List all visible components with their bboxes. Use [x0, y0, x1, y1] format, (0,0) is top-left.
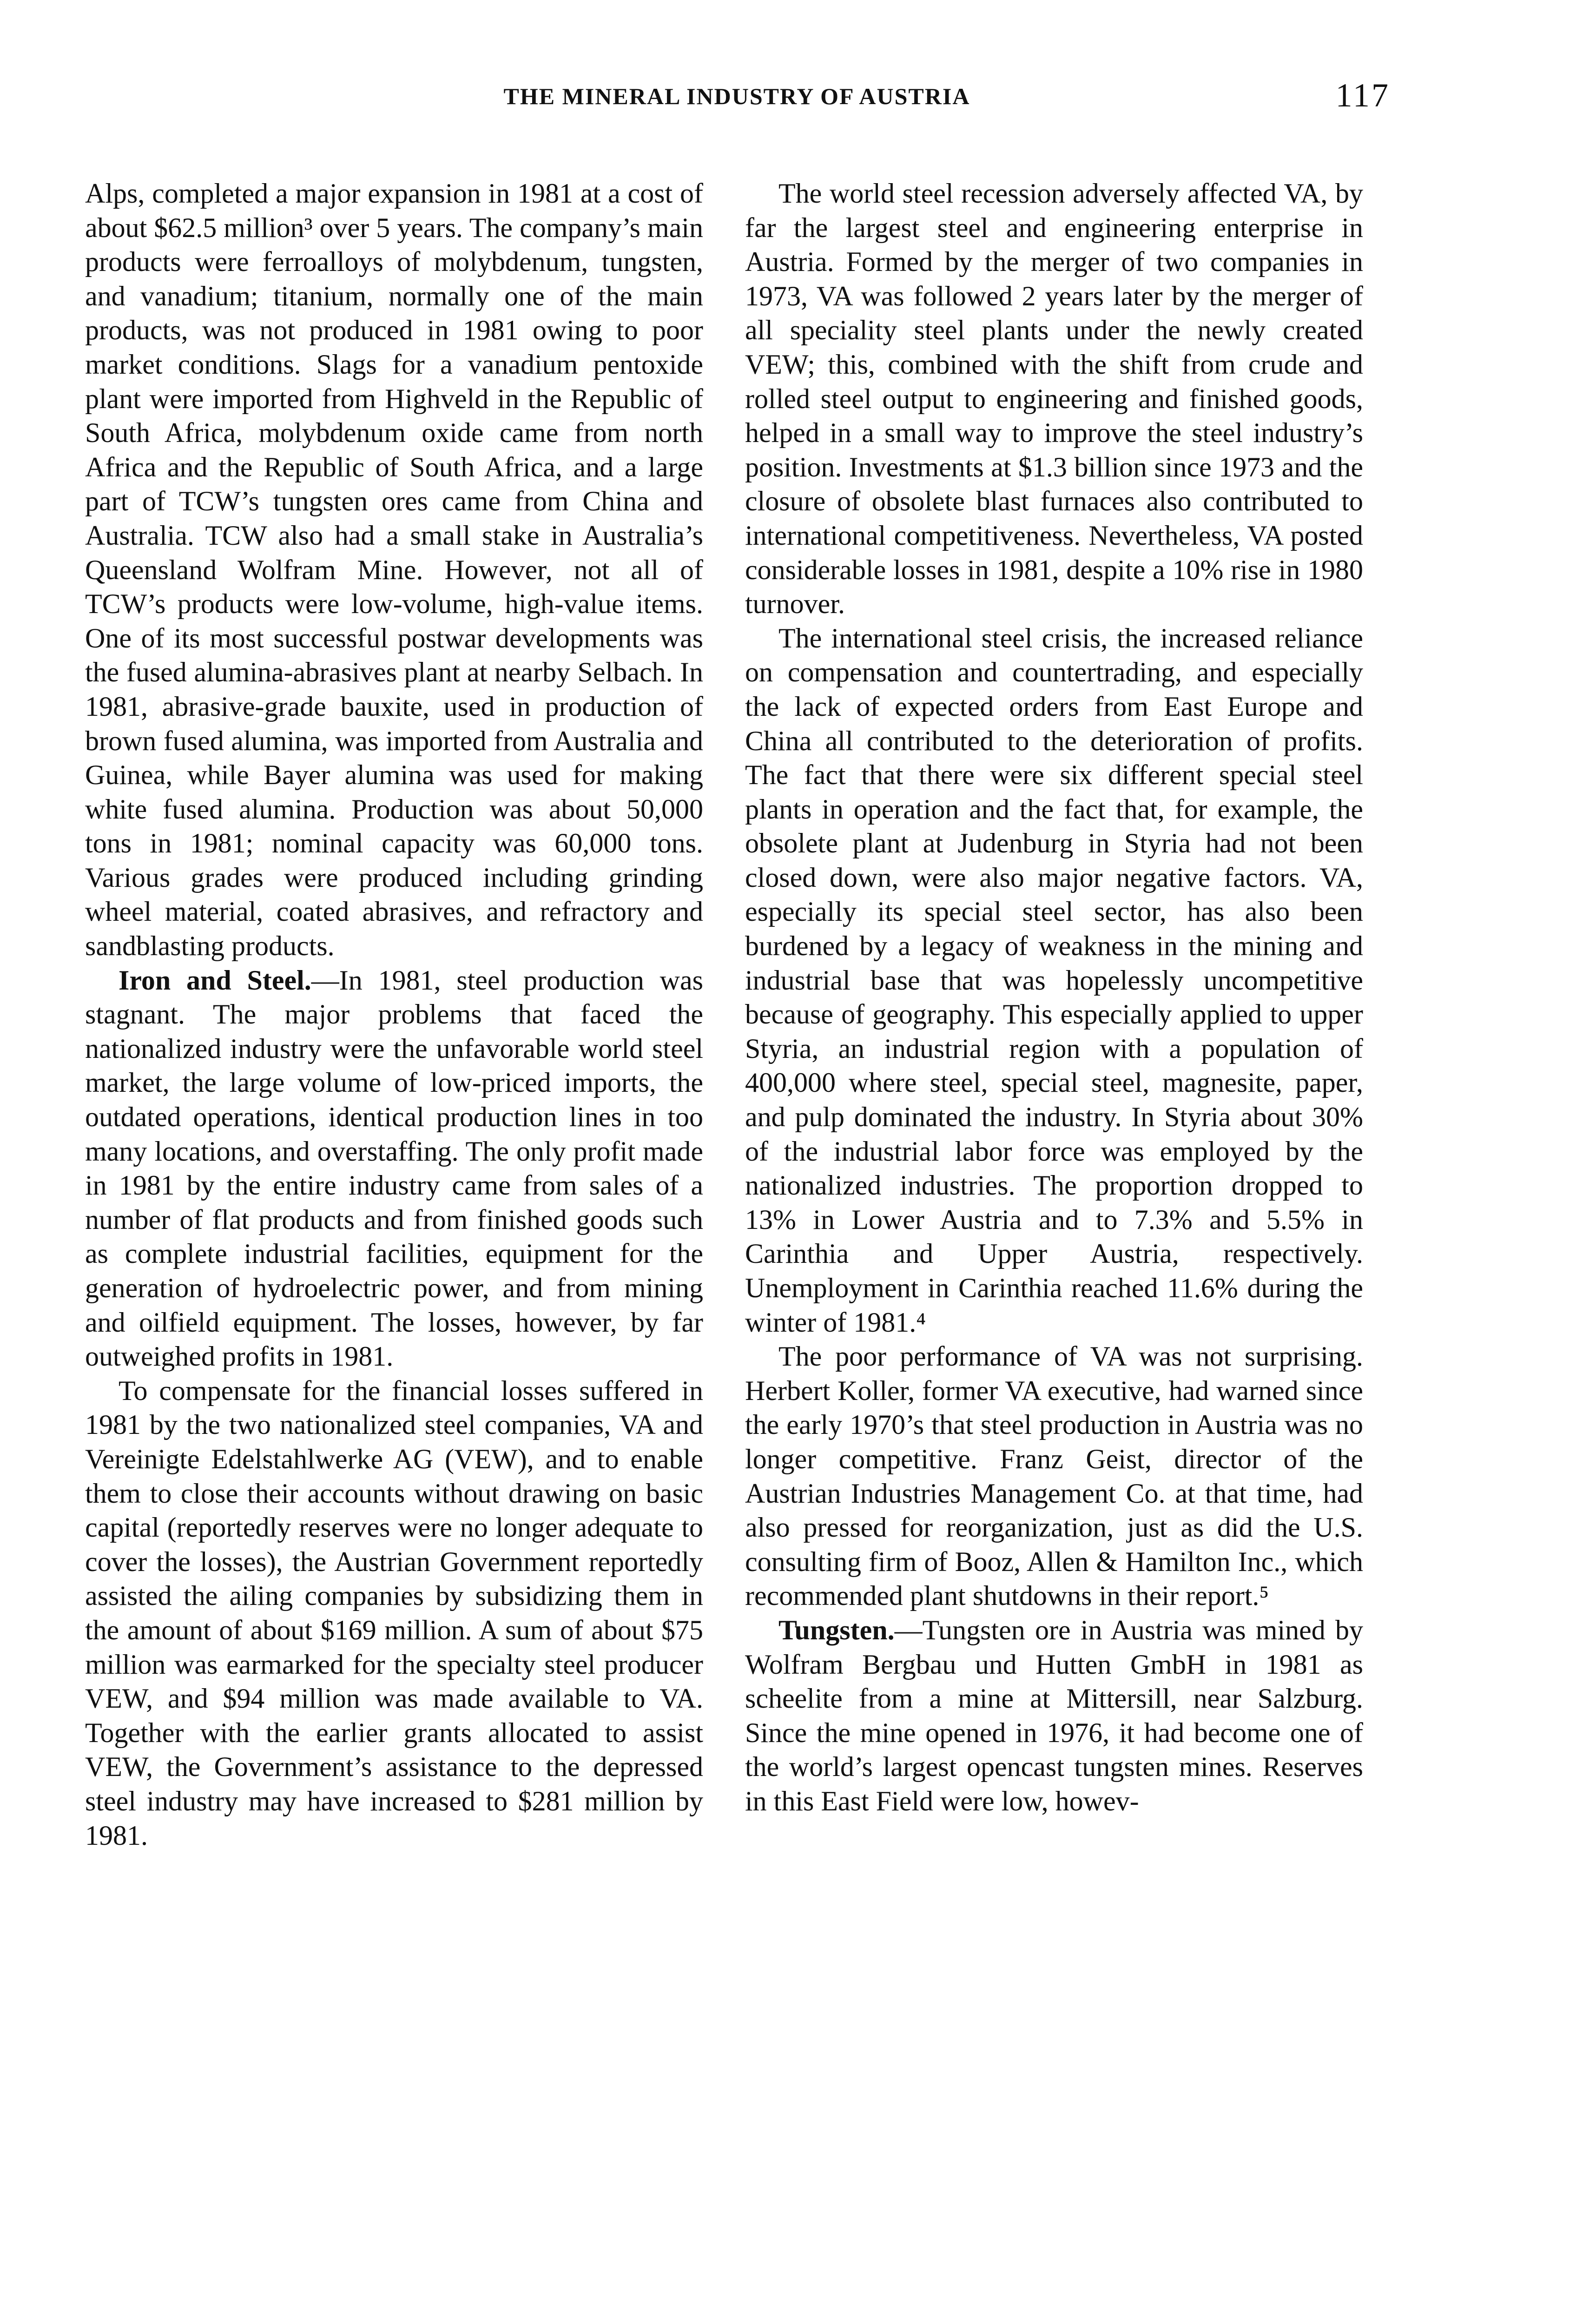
section-heading-iron-and-steel: Iron and Steel. [119, 964, 311, 996]
paragraph-financial-losses: To compensate for the financial losses suffered in 1981 by the two nationalized steel companies, VA and Vereinigte Edelstahlwerke AG (VEW), and to enable them to close their accounts without drawing on basic capital (reportedly reserves were no longer adequate to cover the losses), the Austrian Government reportedly assisted the ailing companies by subsidizing them in the amount of about $169 million. A sum of about $75 million was earmarked for the specialty steel producer VEW, and $94 million was made available to VA. Together with the earlier grants allocated to assist VEW, the Government’s assistance to the depressed steel industry may have increased to $281 million by 1981. [85, 1375, 703, 1851]
paragraph-tungsten-body: —Tungsten ore in Austria was mined by Wolfram Bergbau und Hutten GmbH in 1981 as scheelite from a mine at Mittersill, near Salzburg. Since the mine opened in 1976, it had become one of the world’s largest opencast tungsten mines. Reserves in this East Field were low, howev- [745, 1614, 1363, 1816]
paragraph-ferroalloys: Alps, completed a major expansion in 1981 at a cost of about $62.5 million³ over 5 years. The company’s main products were ferroalloys of molybdenum, tungsten, and vanadium; titanium, normally one of the main products, was not produced in 1981 owing to poor market conditions. Slags for a vanadium pentoxide plant were imported from Highveld in the Republic of South Africa, molybdenum oxide came from north Africa and the Republic of South Africa, and a large part of TCW’s tungsten ores came from China and Australia. TCW also had a small stake in Australia’s Queensland Wolfram Mine. However, not all of TCW’s products were low-volume, high-value items. One of its most successful postwar developments was the fused alumina-abrasives plant at nearby Selbach. In 1981, abrasive-grade bauxite, used in production of brown fused alumina, was imported from Australia and Guinea, while Bayer alumina was used for making white fused alumina. Production was about 50,000 tons in 1981; nominal capacity was 60,000 tons. Various grades were produced including grinding wheel material, coated abrasives, and refractory and sandblasting products. [85, 178, 703, 962]
paragraph-poor-performance: The poor performance of VA was not surprising. Herbert Koller, former VA executive, had warned since the early 1970’s that steel production in Austria was no longer competitive. Franz Geist, director of the Austrian Industries Management Co. at that time, had also pressed for reorganization, just as did the U.S. consulting firm of Booz, Allen & Hamilton Inc., which recommended plant shutdowns in their report.⁵ [745, 1341, 1363, 1611]
section-heading-tungsten: Tungsten. [778, 1614, 895, 1645]
paragraph-iron-and-steel-body: —In 1981, steel production was stagnant. The major problems that faced the nationalized industry were the unfavorable world steel market, the large volume of low-priced imports, the outdated operations, identical production lines in too many locations, and overstaffing. The only profit made in 1981 by the entire industry came from sales of a number of flat products and from finished goods such as complete industrial facilities, equipment for the generation of hydroelectric power, and from mining and oilfield equipment. The losses, however, by far outweighed profits in 1981. [85, 964, 703, 1372]
paragraph-iron-and-steel [85, 964, 703, 1374]
paragraph-tungsten [745, 1613, 1363, 1819]
paragraph-steel-crisis: The international steel crisis, the increased reliance on compensation and countertrading, and especially the lack of expected orders from East Europe and China all contributed to the deterioration of profits. The fact that there were six different special steel plants in operation and the fact that, for example, the obsolete plant at Judenburg in Styria had not been closed down, were also major negative factors. VA, especially its special steel sector, has also been burdened by a legacy of weakness in the mining and industrial base that was hopelessly uncompetitive because of geography. This especially applied to upper Styria, an industrial region with a population of 400,000 where steel, special steel, magnesite, paper, and pulp dominated the industry. In Styria about 30% of the industrial labor force was employed by the nationalized industries. The proportion dropped to 13% in Lower Austria and to 7.3% and 5.5% in Carinthia and Upper Austria, respectively. Unemployment in Carinthia reached 11.6% during the winter of 1981.⁴ [745, 622, 1363, 1338]
page-number: 117 [1335, 77, 1390, 114]
paragraph-steel-recession: The world steel recession adversely affected VA, by far the largest steel and engineering enterprise in Austria. Formed by the merger of two companies in 1973, VA was followed 2 years later by the merger of all speciality steel plants under the newly created VEW; this, combined with the shift from crude and rolled steel output to engineering and finished goods, helped in a small way to improve the steel industry’s position. Investments at $1.3 billion since 1973 and the closure of obsolete blast furnaces also contributed to international competitiveness. Nevertheless, VA posted considerable losses in 1981, despite a 10% rise in 1980 turnover. [745, 178, 1363, 620]
running-title: THE MINERAL INDUSTRY OF AUSTRIA [503, 83, 970, 109]
left-column [85, 177, 703, 1853]
right-column [745, 177, 1363, 1819]
